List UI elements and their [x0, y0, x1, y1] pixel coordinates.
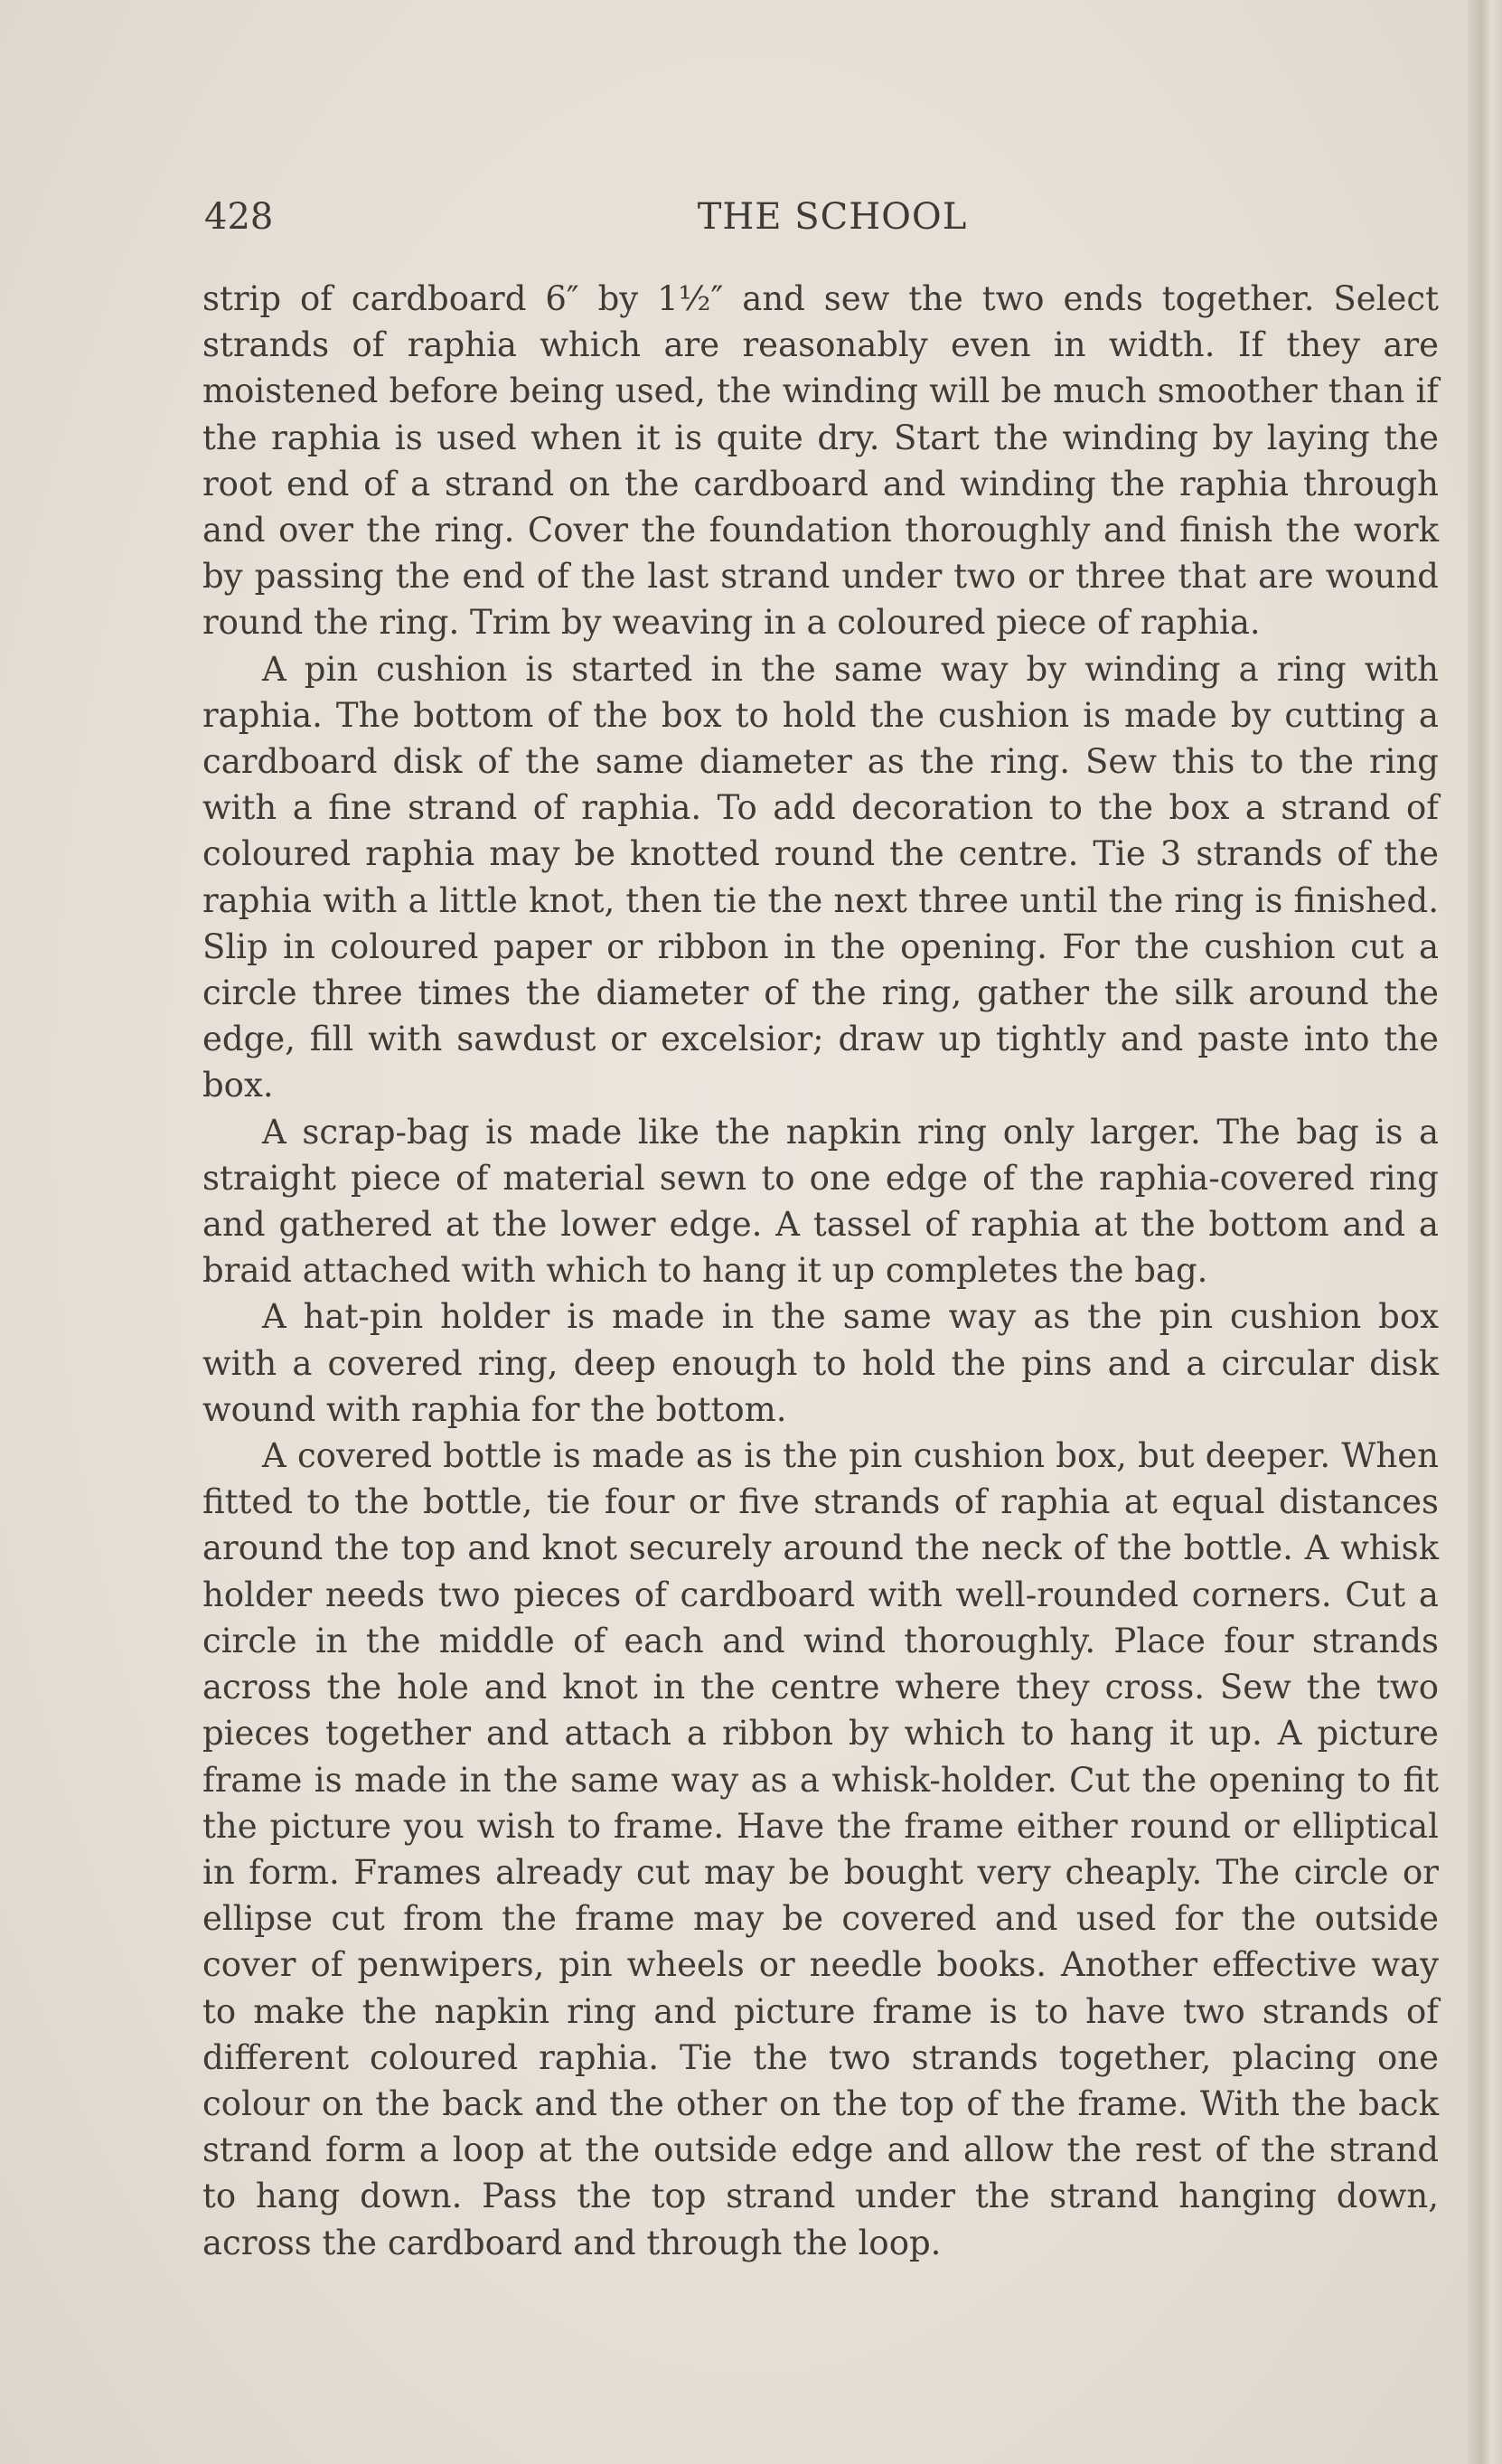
paragraph-continuation: strip of cardboard 6″ by 1½″ and sew the two ends together. Select strands of raphia which are reasonably even in width. If they are moistened before being used, the winding will be much smoother than if the raphia is used when it is quite dry. Start the winding by laying the root end of a strand on the cardboard and winding the raphia through and over the ring. Cover the foundation thoroughly and finish the work by passing the end of the last strand under two or three that are wound round the ring. Trim by weaving in a coloured piece of raphia. [202, 279, 1439, 643]
paragraph-pin-cushion: A pin cushion is started in the same way by winding a ring with raphia. The bottom of the box to hold the cushion is made by cutting a cardboard disk of the same diameter as the ring. Sew this to the ring with a fine strand of raphia. To add decoration to the box a strand of coloured raphia may be knotted round the centre. Tie 3 strands of the raphia with a little knot, then tie the next three until the ring is finished. Slip in coloured paper or ribbon in the opening. For the cushion cut a circle three times the diameter of the ring, gather the silk around the edge, fill with sawdust or excelsior; draw up tightly and paste into the box. [202, 649, 1439, 1105]
body-text [202, 276, 1439, 2266]
page-number: 428 [204, 196, 274, 238]
paragraph-hat-pin-holder: A hat-pin holder is made in the same way as the pin cushion box with a covered ring, deep enough to hold the pins and a circular disk wound with raphia for the bottom. [202, 1297, 1439, 1429]
paragraph-covered-bottle: A covered bottle is made as is the pin cushion box, but deeper. When fitted to the bottle, tie four or five strands of raphia at equal distances around the top and knot securely around the neck of the bottle. A whisk holder needs two pieces of cardboard with well-rounded corners. Cut a circle in the middle of each and wind thoroughly. Place four strands across the hole and knot in the centre where they cross. Sew the two pieces together and attach a ribbon by which to hang it up. A picture frame is made in the same way as a whisk-holder. Cut the opening to fit the picture you wish to frame. Have the frame either round or elliptical in form. Frames already cut may be bought very cheaply. The circle or ellipse cut from the frame may be covered and used for the outside cover of penwipers, pin wheels or needle books. Another effective way to make the napkin ring and picture frame is to have two strands of different coloured raphia. Tie the two strands together, placing one colour on the back and the other on the top of the frame. With the back strand form a loop at the outside edge and allow the rest of the strand to hang down. Pass the top strand under the strand hanging down, across the cardboard and through the loop. [202, 1436, 1439, 2262]
paragraph-scrap-bag: A scrap-bag is made like the napkin ring only larger. The bag is a straight piece of material sewn to one edge of the raphia-covered ring and gathered at the lower edge. A tassel of raphia at the bottom and a braid attached with which to hang it up completes the bag. [202, 1112, 1439, 1291]
page-edge [1468, 0, 1502, 2464]
running-head: THE SCHOOL [697, 196, 968, 238]
page-header [204, 190, 1460, 244]
